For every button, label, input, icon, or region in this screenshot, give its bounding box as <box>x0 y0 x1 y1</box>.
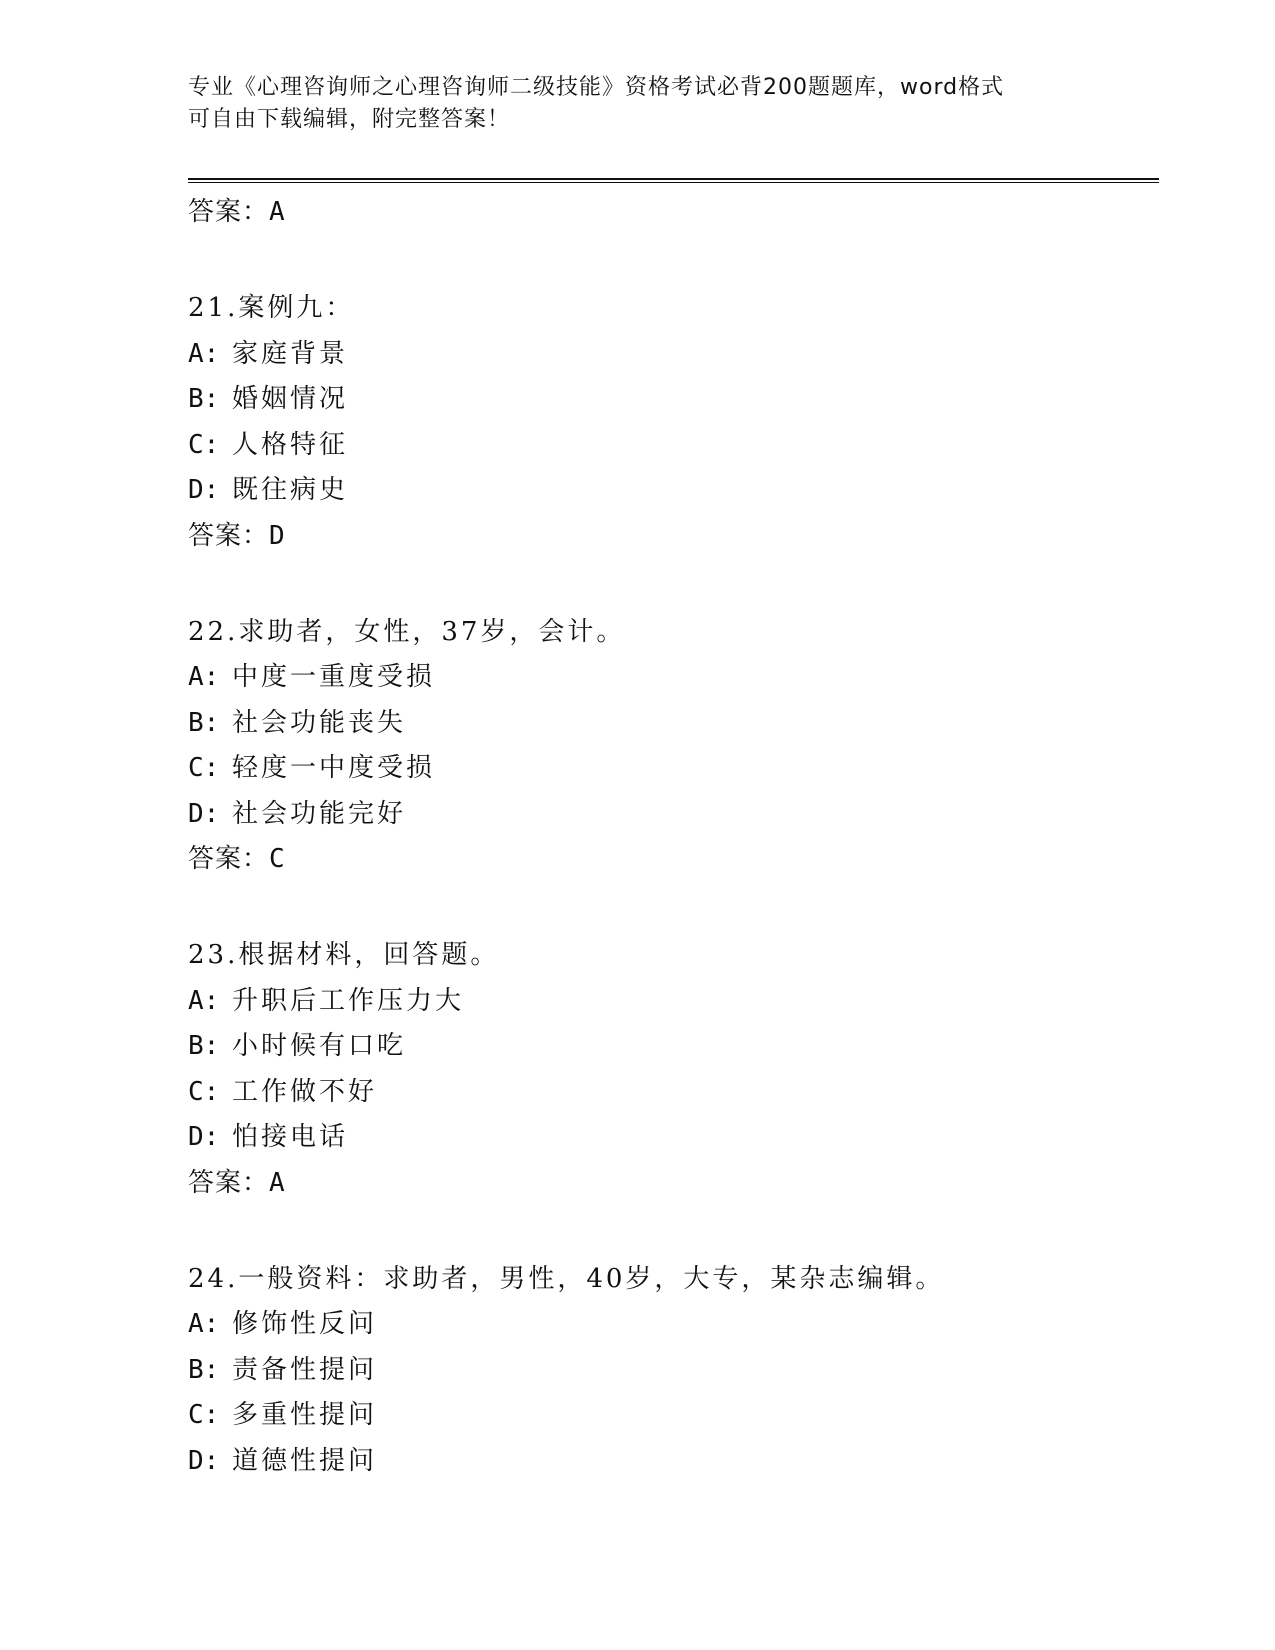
option-c <box>188 423 1128 469</box>
answer-label: 答案： <box>188 844 270 874</box>
question-title: 24.一般资料：求助者，男性，40岁，大专，某杂志编辑。 <box>188 1263 945 1294</box>
option-letter: B: <box>188 1031 220 1061</box>
question-list <box>188 190 1128 1484</box>
question-block <box>188 286 1128 558</box>
header-line-1: 专业《心理咨询师之心理咨询师二级技能》资格考试必背200题题库，word格式 <box>188 75 1005 100</box>
question-block <box>188 933 1128 1205</box>
question-title: 21.案例九： <box>188 293 355 323</box>
option-text: 修饰性反问 <box>232 1309 378 1339</box>
answer-line <box>188 837 1128 881</box>
answer-value: A <box>269 1167 286 1198</box>
option-text: 婚姻情况 <box>232 384 349 414</box>
option-d <box>188 1439 1128 1485</box>
option-letter: C: <box>188 1076 220 1107</box>
question-title: 22.求助者，女性，37岁，会计。 <box>188 616 626 647</box>
option-c <box>188 1070 1128 1116</box>
option-a <box>188 1302 1128 1348</box>
option-d <box>188 1115 1128 1161</box>
option-text: 中度一重度受损 <box>232 662 436 692</box>
answer-line <box>188 1161 1128 1205</box>
answer-label: 答案： <box>188 1167 270 1198</box>
option-text: 多重性提问 <box>232 1400 378 1430</box>
option-letter: D: <box>188 1122 220 1152</box>
option-letter: C: <box>188 1400 220 1430</box>
option-letter: A: <box>188 338 220 369</box>
document-header <box>188 72 1088 136</box>
option-text: 道德性提问 <box>232 1445 378 1476</box>
option-text: 升职后工作压力大 <box>232 985 465 1016</box>
answer-value: D <box>269 520 286 551</box>
option-text: 社会功能丧失 <box>232 707 407 738</box>
option-text: 轻度一中度受损 <box>232 753 436 783</box>
option-text: 社会功能完好 <box>232 798 407 829</box>
question-block <box>188 610 1128 882</box>
option-text: 家庭背景 <box>232 338 349 369</box>
option-b <box>188 1348 1128 1394</box>
option-b <box>188 1024 1128 1070</box>
option-a <box>188 979 1128 1025</box>
option-text: 怕接电话 <box>232 1122 349 1152</box>
option-text: 责备性提问 <box>232 1354 378 1385</box>
option-text: 小时候有口吃 <box>232 1031 407 1061</box>
option-b <box>188 377 1128 423</box>
option-text: 人格特征 <box>232 429 349 460</box>
option-letter: A: <box>188 662 220 692</box>
option-letter: D: <box>188 1445 220 1476</box>
option-c <box>188 1393 1128 1439</box>
option-letter: C: <box>188 429 220 460</box>
option-a <box>188 332 1128 378</box>
option-text: 工作做不好 <box>232 1076 378 1107</box>
option-letter: A: <box>188 985 220 1016</box>
header-divider <box>188 178 1159 183</box>
option-letter: B: <box>188 1354 220 1385</box>
option-b <box>188 701 1128 747</box>
option-d <box>188 468 1128 514</box>
answer-line <box>188 514 1128 558</box>
option-letter: A: <box>188 1309 220 1339</box>
option-letter: D: <box>188 798 220 829</box>
option-a <box>188 655 1128 701</box>
option-d <box>188 792 1128 838</box>
option-text: 既往病史 <box>232 475 349 505</box>
answer-value: C <box>269 844 286 874</box>
answer-label: 答案： <box>188 197 270 227</box>
answer-label: 答案： <box>188 520 270 551</box>
header-line-2: 可自由下载编辑，附完整答案！ <box>188 107 511 132</box>
answer-line <box>188 190 1128 234</box>
question-title: 23.根据材料，回答题。 <box>188 940 500 970</box>
option-letter: C: <box>188 753 220 783</box>
option-letter: B: <box>188 384 220 414</box>
answer-value: A <box>269 197 286 227</box>
option-c <box>188 746 1128 792</box>
question-block <box>188 1257 1128 1485</box>
option-letter: B: <box>188 707 220 738</box>
option-letter: D: <box>188 475 220 505</box>
